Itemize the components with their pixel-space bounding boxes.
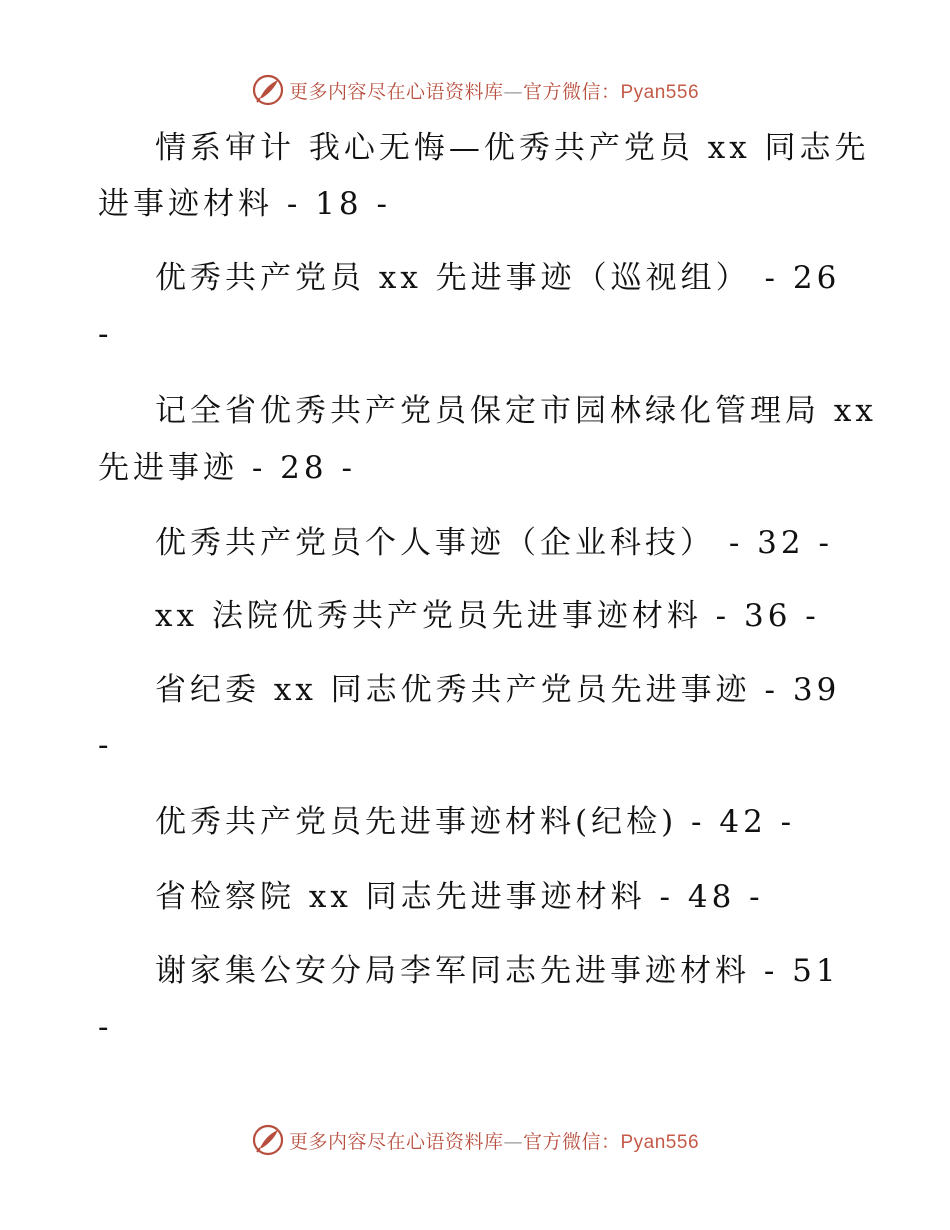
toc-entry-line: 谢家集公安分局李军同志先进事迹材料 - 51 [155,953,840,989]
banner-text: 更多内容尽在心语资料库—官方微信：Pyan556 [288,1130,700,1153]
toc-entry-line: - [98,727,113,763]
toc-entry-line: - [98,1009,113,1045]
toc-entry-line: 先进事迹 - 28 - [98,450,356,486]
quill-pen-icon [251,73,285,107]
quill-pen-icon [251,1123,285,1157]
toc-entry-line: 进事迹材料 - 18 - [98,186,391,222]
toc-entry-line: 优秀共产党员 xx 先进事迹（巡视组） - 26 [155,260,841,296]
header-watermark-banner [0,70,950,110]
toc-entry-line: 省纪委 xx 同志优秀共产党员先进事迹 - 39 [155,672,841,708]
toc-entry-line: - [98,316,113,352]
toc-entry-line: 情系审计 我心无悔—优秀共产党员 xx 同志先 [155,130,870,166]
toc-entry-line: 记全省优秀共产党员保定市园林绿化管理局 xx [155,393,877,429]
toc-entry-line: 优秀共产党员个人事迹（企业科技） - 32 - [155,525,833,561]
footer-watermark-banner [0,1120,950,1160]
toc-entry-line: 省检察院 xx 同志先进事迹材料 - 48 - [155,879,764,915]
toc-entry-line: xx 法院优秀共产党员先进事迹材料 - 36 - [155,598,820,634]
banner-text: 更多内容尽在心语资料库—官方微信：Pyan556 [288,80,700,103]
toc-entry-line: 优秀共产党员先进事迹材料(纪检) - 42 - [155,804,796,840]
